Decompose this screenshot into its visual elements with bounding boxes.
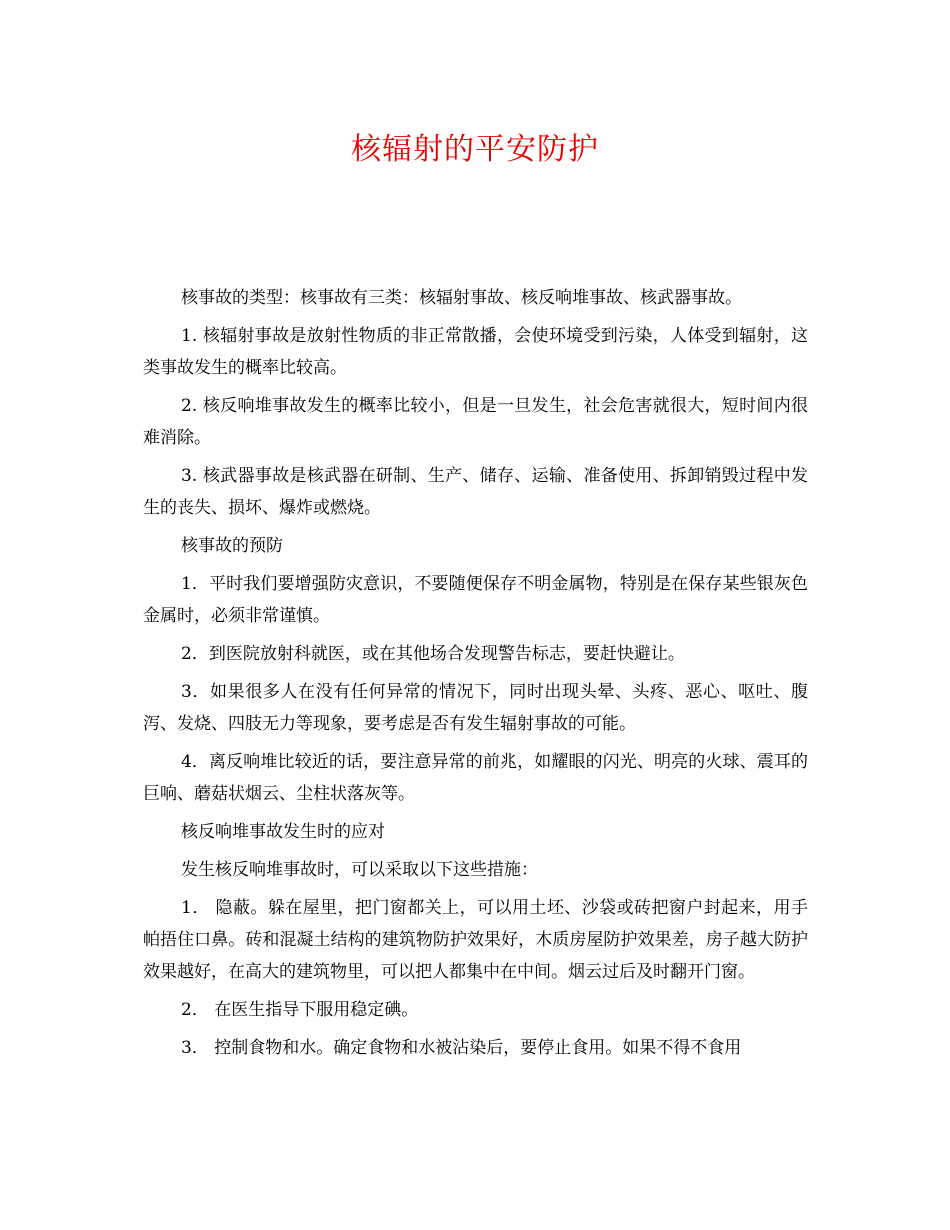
paragraph: 2．到医院放射科就医，或在其他场合发现警告标志，要赶快避让。 <box>181 644 685 664</box>
paragraph: 3. 核武器事故是核武器在研制、生产、储存、运输、准备使用、拆卸销毁过程中发生的丧失、损坏、爆炸或燃烧。 <box>143 466 808 518</box>
paragraph: 发生核反响堆事故时，可以采取以下这些措施： <box>181 860 538 880</box>
document-body <box>143 282 808 1070</box>
paragraph: 2． 在医生指导下服用稳定碘。 <box>181 1000 419 1020</box>
paragraph: 1．平时我们要增强防灾意识，不要随便保存不明金属物，特别是在保存某些银灰色金属时，必须非常谨慎。 <box>143 574 808 626</box>
paragraph: 1. 核辐射事故是放射性物质的非正常散播，会使环境受到污染，人体受到辐射，这类事故发生的概率比较高。 <box>143 326 808 378</box>
paragraph: 2. 核反响堆事故发生的概率比较小，但是一旦发生，社会危害就很大，短时间内很难消除。 <box>143 396 808 448</box>
section-heading: 核事故的预防 <box>181 536 283 556</box>
paragraph: 4．离反响堆比较近的话，要注意异常的前兆，如耀眼的闪光、明亮的火球、震耳的巨响、蘑菇状烟云、尘柱状落灰等。 <box>143 752 808 804</box>
paragraph: 1． 隐蔽。躲在屋里，把门窗都关上，可以用土坯、沙袋或砖把窗户封起来，用手帕捂住口鼻。砖和混凝土结构的建筑物防护效果好，木质房屋防护效果差，房子越大防护效果越好，在高大的建筑物里，可以把人都集中在中间。烟云过后及时翻开门窗。 <box>143 898 808 982</box>
paragraph: 3．如果很多人在没有任何异常的情况下，同时出现头晕、头疼、恶心、呕吐、腹泻、发烧、四肢无力等现象，要考虑是否有发生辐射事故的可能。 <box>143 682 808 734</box>
paragraph: 核事故的类型：核事故有三类：核辐射事故、核反响堆事故、核武器事故。 <box>181 288 742 308</box>
document-title: 核辐射的平安防护 <box>351 132 599 167</box>
section-heading: 核反响堆事故发生时的应对 <box>181 822 385 842</box>
paragraph: 3． 控制食物和水。确定食物和水被沾染后，要停止食用。如果不得不食用 <box>181 1038 742 1058</box>
